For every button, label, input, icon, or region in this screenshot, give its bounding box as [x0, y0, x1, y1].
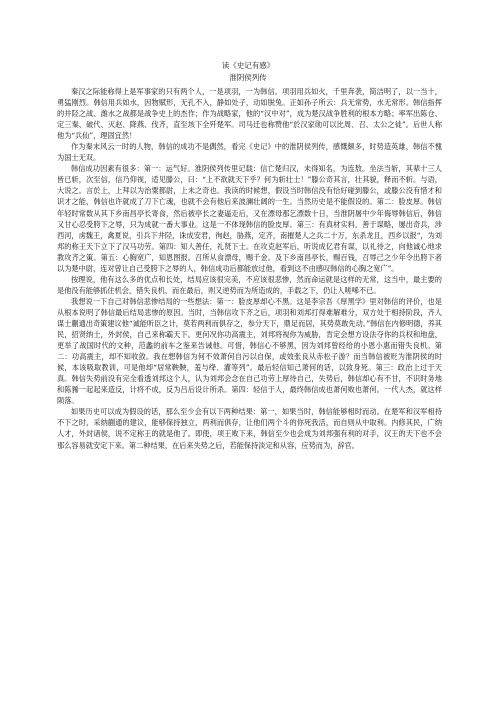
paragraph-6: 如果历史可以成为假设的话，那么至少会有以下两种结果：第一，如果当时，韩信能够相时而动。在楚军和汉军相持不下之时，采纳蒯通的建议，能够保持独立，两利而俱存，让他们两个斗的你死我活，而自则从中取利。内修其民，广纳人才，外封诸侯，说不定称王的就是他了。即使，项王败下来，韩信至少也会成为刘邦强有利的对手，汉王的天下也不会那么容易就安定下来。第二种结果，在后来失势之后，若能保持淡定和从容，应势而为，辞官。	[57, 407, 442, 450]
paragraph-1: 秦汉之际能称得上是军事家的只有两个人，一是项羽，一为韩信。项羽用兵如火，千里奔袭，简洁明了，以一当十，勇猛刚烈。韩信用兵如水，因物赋形，无孔不入，静如处子，动如脱兔。正如孙子所云：兵无常势，水无常形。韩信指挥的井陉之战、潍水之战都是战争史上的杰作；作为战略家，他的“汉中对”，成为楚汉战争胜利的根本方略；率军出陈仓、定三秦、破代、灭赵、降燕、伐齐，直至垓下全歼楚军。司马迁也称赞他“於汉家勋可以比周、召、太公之徒”。后世人称他为“兵仙”，理固宜然！	[57, 87, 442, 141]
paragraph-2: 作为秦末风云一时的人物，韩信的成功不是偶然，看完《史记》中的淮阴侯列传，感慨颇多，时势造英雄，韩信不愧为国士无双。	[57, 142, 442, 163]
paragraph-4: 按理说，他有这么多的优点和长处，结局应该很完美，不应该很悲惨，然而命运就是这样的无常，这当中，最主要的是他没有能够抓住机会，错失良机，而在最后，则又逆势而为所造成的，手载之下，仍让人嗟唏不已。	[57, 274, 442, 295]
paragraph-3: 韩信成功因素有很多：第一：运气好。淮阴侯列传里记载：信亡楚归汉，未得知名，为连敖。坐法当斩，其辈十三人皆已斩，次至信，信乃仰视，适见滕公，曰：“上不欲就天下乎？何为斩壮士！”滕公奇其言，壮其貌，释而不斩。与语，大说之。言於上，上拜以为治粟都尉，上未之奇也。我读的时候想，假设当时韩信没有恰好碰到滕公，或滕公没有惜才和识才之能，韩信也许就成了刀下亡魂，也就不会有他后来波澜壮阔的一生。当然历史是不能假设的。第二：脸皮厚。韩信年轻时常数从其下乡南昌亭长寄食，然后被亭长之妻逼走后，又在漂母那乞漂数十日，当淮阴屠中少年侮辱韩信后，韩信又甘心忍受胯下之辱，只为成就一番大事业。这是一不体现韩信的脸皮厚。第三：有真材实料，善于谋略，屡出奇兵，涉西河，虏魏王，禽夏说，引兵下井陉，诛成安君，徇赵，胁燕，定齐，南摧楚人之兵二十万，东杀龙且，西乡以报“，为刘邦的称王天下立下了汉马功劳。第四：知人善任，礼贤下士。在攻克赵军后，听说成亿君有谋，以礼待之，向他诚心地求教攻齐之策。第五：心胸宽广，知恩图报。召所从食漂母，赐千金。及下乡南昌亭长，赐百钱，召辱己之少年令出胯下者以为楚中尉，连对曾让自己受胯下之辱的人，韩信成功后都能放过他，看到这不由感叹韩信的心胸之宽广”。	[57, 164, 442, 273]
document-title: 读《史记有感》	[221, 61, 275, 70]
document-body	[57, 86, 442, 451]
paragraph-5: 我想说一下自己对韩信悲惨结局的一些想法：第一：脸皮厚却心不黑。这是李宗吾《厚黑学》里对韩信的评价，也是从根本说明了韩信最后结局悲惨的原因。当时，当韩信攻下齐之后，项羽和刘邦打得难解难分，双方处于相持阶段，齐人谋士蒯通出奇策建议他“诚能听臣之计，莫若两利而俱存之，参分天下，鼎足而居，其势莫敢先动。”韩信在内修明德，养其民，招贤纳士，外封侯，自己来称霸天下。更何况你功高震主，刘邦将视你为威胁，肯定会想方设法夺你的兵权和地盘，更举了战国时代的文种，范蠡的前车之鉴来告诫他。可惜，韩信心不够黑，因为刘邦曾经给的小恩小惠而错失良机。第二：功高震主，却不知收敛。我在想韩信为何不效萧何自污以自保，或效张良从赤松子游？而当韩信被贬为淮阴侯的时候，本该吸取教训，可是他却“居常鞅鞅，羞与绛、灌等列”。最后轻信知己萧何的话，以致身死。第三：政治上过于天真。韩信失势前没有完全看透刘邦这个人，认为刘邦会念在自己功劳上厚待自己，失势后，韩信却心有不甘，不识时务地和陈豨一起起来造反，计将不成，反为吕后设计所杀。第四：轻信于人，最终韩信成也萧何败也萧何。一代人杰，就这样陨落。	[57, 296, 442, 406]
document-subtitle: 淮阴侯列传	[229, 73, 267, 82]
